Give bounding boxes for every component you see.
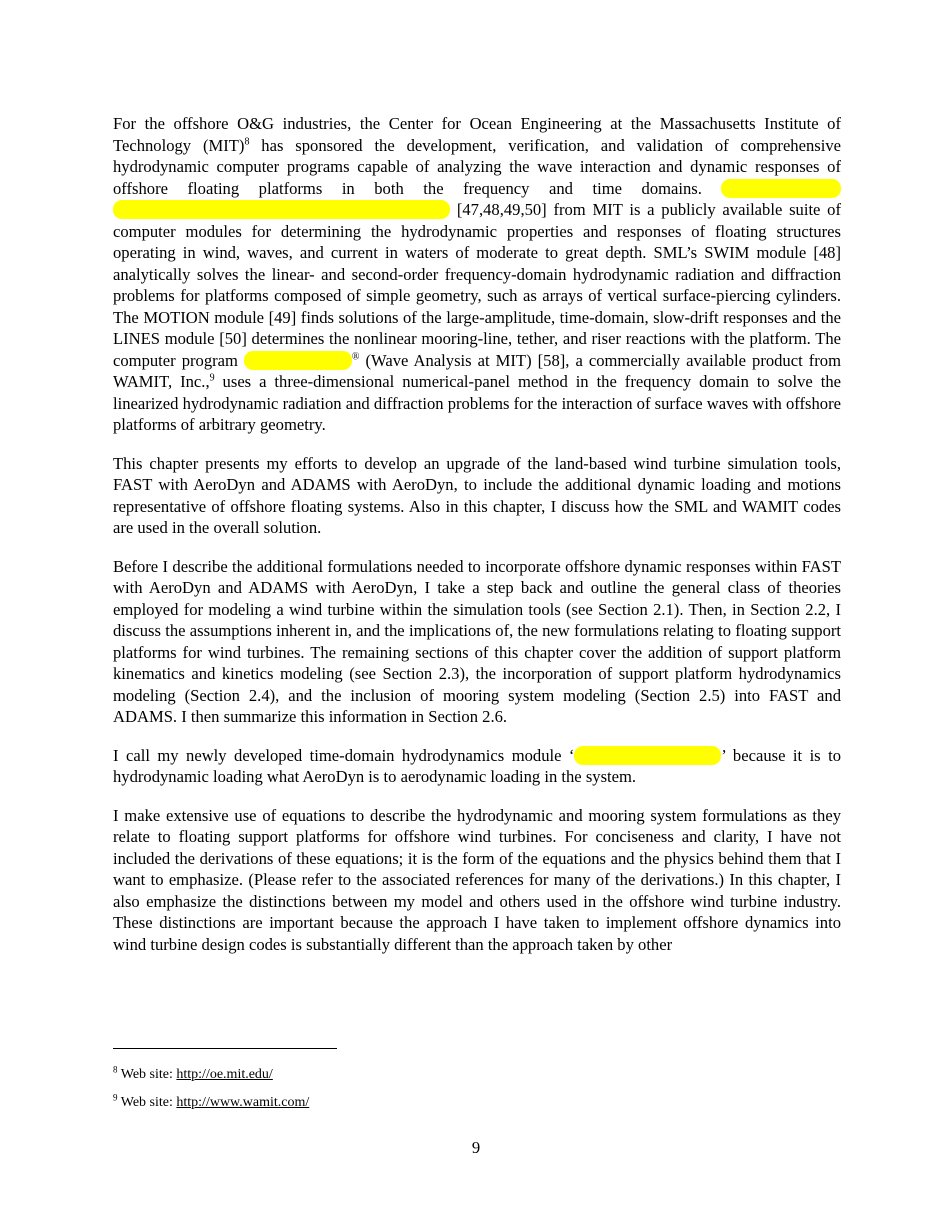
page-body [113,113,841,955]
redacted-highlight-4 [574,746,721,765]
footnote-9-link[interactable]: http://www.wamit.com/ [176,1095,310,1110]
footnote-8 [113,1066,273,1084]
p1-text-d: (Wave Analysis at MIT) [58], a commercially available product from WAMIT, Inc., [113,350,841,391]
paragraph-3: Before I describe the additional formulations needed to incorporate offshore dynamic responses within FAST with AeroDyn and ADAMS with AeroDyn, I take a step back and outline the general class of theories employed for modeling a wind turbine within the simulation tools (see Section 2.1). Then, in Section 2.2, I discuss the assumptions inherent in, and the implications of, the new formulations relating to floating support platforms for wind turbines. The remaining sections of this chapter cover the addition of support platform kinematics and kinetics modeling (see Section 2.3), the incorporation of support platform hydrodynamics modeling (Section 2.4), and the inclusion of mooring system modeling (Section 2.5) into FAST and ADAMS. I then summarize this information in Section 2.6. [113,556,841,726]
p4-text-a: I call my newly developed time-domain hydrodynamics module ‘ [113,745,575,765]
registered-mark: ® [351,350,360,362]
page-number: 9 [471,1138,481,1157]
footnote-8-number: 8 [113,1064,118,1075]
paragraph-1 [113,113,841,436]
footnote-9-number: 9 [113,1092,118,1103]
footnote-9 [113,1094,309,1112]
footnote-ref-8[interactable]: 8 [244,135,250,147]
paragraph-5: I make extensive use of equations to describe the hydrodynamic and mooring system formulations as they relate to floating support platforms for offshore wind turbines. For conciseness and clarity, I have not included the derivations of these equations; it is the form of the equations and the physics behind them that I want to emphasize. (Please refer to the associated references for many of the derivations.) In this chapter, I also emphasize the distinctions between my model and others used in the offshore wind turbine industry. These distinctions are important because the approach I have taken to implement offshore dynamics into wind turbine design codes is substantially different than the approach taken by other [113,805,841,954]
paragraph-2: This chapter presents my efforts to develop an upgrade of the land-based wind turbine simulation tools, FAST with AeroDyn and ADAMS with AeroDyn, to include the additional dynamic loading and motions representative of offshore floating systems. Also in this chapter, I discuss how the SML and WAMIT codes are used in the overall solution. [113,453,841,537]
paragraph-4 [113,745,841,788]
redacted-highlight-1 [721,179,841,198]
p1-text-c: [47,48,49,50] from MIT is a publicly available suite of computer modules for determining the hydrodynamic properties and responses of floating structures operating in wind, waves, and current in waters of moderate to great depth. SML’s SWIM module [48] analytically solves the linear- and second-order frequency-domain hydrodynamic radiation and diffraction problems for platforms composed of simple geometry, such as arrays of vertical surface-piercing cylinders. The MOTION module [49] finds solutions of the large-amplitude, time-domain, slow-drift responses and the LINES module [50] determines the nonlinear mooring-line, tether, and riser reactions with the platform. The computer program [113,200,841,370]
p1-text-e: uses a three-dimensional numerical-panel method in the frequency domain to solve the linearized hydrodynamic radiation and diffraction problems for the interaction of surface waves with offshore platforms of arbitrary geometry. [113,372,841,434]
footnote-8-link[interactable]: http://oe.mit.edu/ [176,1067,273,1082]
redacted-highlight-2 [113,200,450,219]
footnote-9-label: Web site: [120,1095,177,1110]
footnote-8-label: Web site: [120,1067,177,1082]
p1-text-a: For the offshore O&G industries, the Center for Ocean Engineering at the Massachusetts Institute of Technology (MIT) [113,114,841,155]
p4-text-b: ’ because it is to hydrodynamic loading what AeroDyn is to aerodynamic loading in the system. [113,745,841,786]
footnote-separator [113,1048,337,1049]
p1-text-b: has sponsored the development, verification, and validation of comprehensive hydrodynamic computer programs capable of analyzing the wave interaction and dynamic responses of offshore floating platforms in both the frequency and time domains. [113,135,841,198]
footnote-ref-9[interactable]: 9 [209,372,215,384]
redacted-highlight-3 [244,351,352,370]
